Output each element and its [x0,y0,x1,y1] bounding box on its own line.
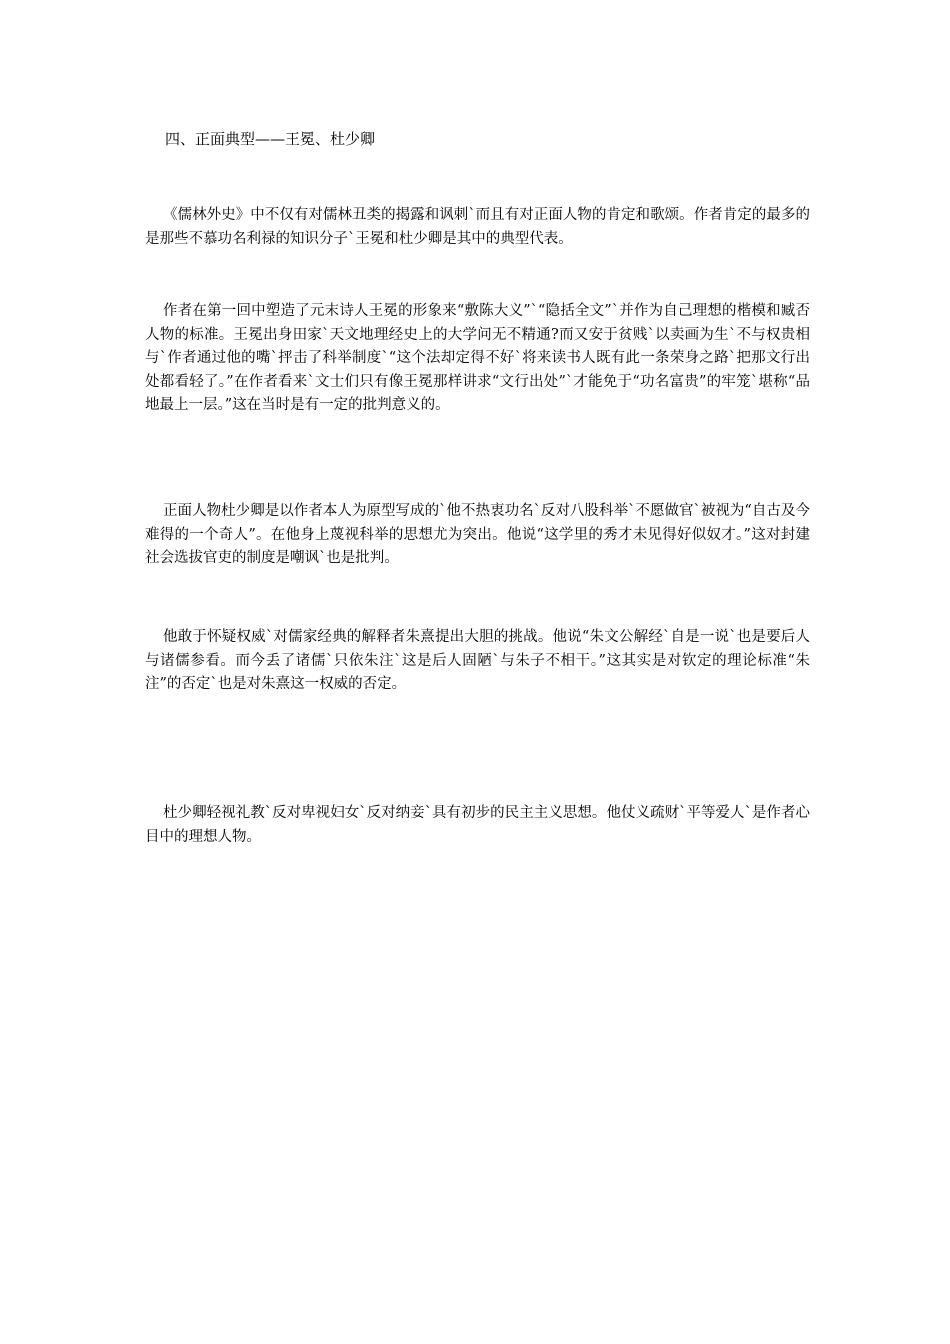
paragraph-wang-mian: 作者在第一回中塑造了元末诗人王冕的形象来“敷陈大义”`“隐括全文”`并作为自己理想的楷模和臧否人物的标准。王冕出身田家`天文地理经史上的大学问无不精通?而又安于贫贱`以卖画为生`不与权贵相与`作者通过他的嘴`抨击了科举制度`“这个法却定得不好`将来读书人既有此一条荣身之路`把那文行出处都看轻了。”在作者看来`文士们只有像王冕那样讲求“文行出处”`才能免于“功名富贵”的牢笼`堪称“品地最上一层。”这在当时是有一定的批判意义的。 [145,303,810,413]
paragraph-du-shaoqing: 正面人物杜少卿是以作者本人为原型写成的`他不热衷功名`反对八股科举`不愿做官`被视为“自古及今难得的一个奇人”。在他身上蔑视科举的思想尤为突出。他说“这学里的秀才未见得好似奴才。”这对封建社会选拔官吏的制度是嘲讽`也是批判。 [145,503,810,566]
section-heading: 四、正面典型——王冕、杜少卿 [165,130,376,148]
paragraph-zhu-xi-challenge: 他敢于怀疑权威`对儒家经典的解释者朱熹提出大胆的挑战。他说“朱文公解经`自是一说`也是要后人与诸儒参看。而今丢了诸儒`只依朱注`这是后人固陋`与朱子不相干。”这其实是对钦定的理论标准“朱注”的否定`也是对朱熹这一权威的否定。 [145,629,810,692]
paragraph-democratic-thought: 杜少卿轻视礼教`反对卑视妇女`反对纳妾`具有初步的民主主义思想。他仗义疏财`平等爱人`是作者心目中的理想人物。 [145,805,810,845]
paragraph-intro: 《儒林外史》中不仅有对儒林丑类的揭露和讽刺`而且有对正面人物的肯定和歌颂。作者肯定的最多的是那些不慕功名利禄的知识分子`王冕和杜少卿是其中的典型代表。 [145,207,810,247]
